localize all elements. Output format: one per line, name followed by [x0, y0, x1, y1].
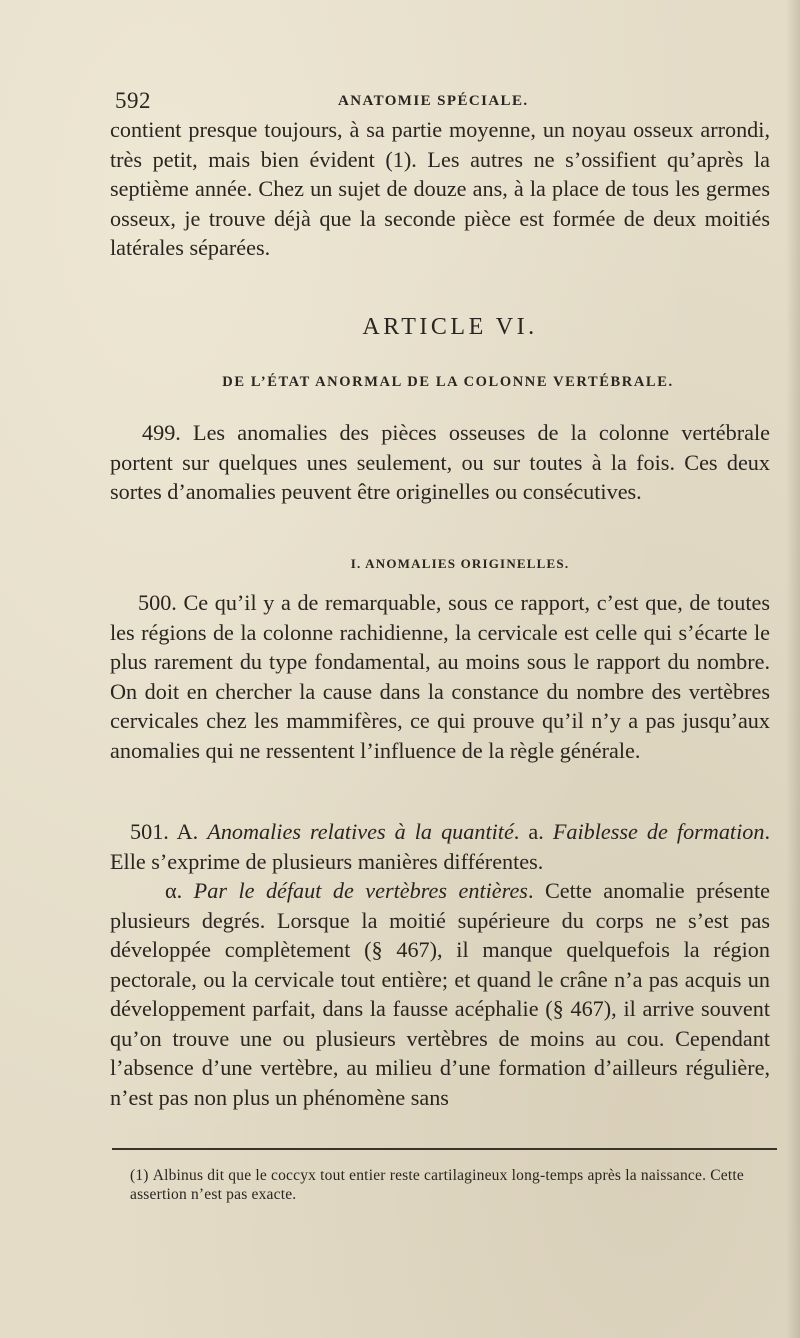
running-head: ANATOMIE SPÉCIALE. [338, 93, 529, 109]
article-heading: ARTICLE VI. [362, 314, 538, 340]
paragraph-501-subtitle: Faiblesse de formation [552, 819, 765, 844]
paragraph-501 [110, 817, 770, 876]
paragraph-alpha-body: . Cette anomalie présente plusieurs degrés. Lorsque la moitié supérieure du corps ne s’est pas développée complètement (§ 467), il manque quelquefois la région pectorale, ou la cervicale tout entière; et quand le crâne n’a pas acquis un développement parfait, dans la fausse acéphalie (§ 467), il arrive souvent qu’on trouve une ou plusieurs vertèbres de moins au cou. Cependant l’absence d’une vertèbre, au milieu d’une formation d’ailleurs régulière, n’est pas non plus un phénomène sans [110, 878, 771, 1110]
page-edge-shadow [786, 0, 800, 1338]
paragraph-501-number: 501. A. [130, 819, 208, 844]
paragraph-501-title: Anomalies relatives à la quantité [207, 819, 514, 844]
page-header [115, 88, 775, 118]
footnote-divider [112, 1148, 777, 1150]
footnote-text: Albinus dit que le coccyx tout entier reste cartilagineux long-temps après la naissance. Cette assertion n’est pas exacte. [130, 1167, 744, 1203]
section-heading: DE L’ÉTAT ANORMAL DE LA COLONNE VERTÉBRALE. [222, 374, 674, 390]
footnote-marker: (1) [130, 1167, 149, 1184]
paragraph-501-body: . Elle s’exprime de plusieurs manières différentes. [110, 819, 770, 874]
footnote [130, 1166, 780, 1204]
paragraph-499: 499. Les anomalies des pièces osseuses de la colonne vertébrale portent sur quelques unes seulement, ou sur toutes à la fois. Ces deux sortes d’anomalies peuvent être originelles ou consécutives. [110, 420, 770, 504]
paragraph-alpha [110, 876, 770, 1112]
subsection-heading: I. ANOMALIES ORIGINELLES. [350, 556, 570, 571]
paragraph-alpha-marker: α. [165, 878, 194, 903]
paragraph-continuation: contient presque toujours, à sa partie moyenne, un noyau osseux arrondi, très petit, mais bien évident (1). Les autres ne s’ossifient qu’après la septième année. Chez un sujet de douze ans, à la place de tous les germes osseux, je trouve déjà que la seconde pièce est formée de deux moitiés latérales séparées. [110, 117, 770, 260]
paragraph-500: 500. Ce qu’il y a de remarquable, sous ce rapport, c’est que, de toutes les régions de la colonne rachidienne, la cervicale est celle qui s’écarte le plus rarement du type fondamental, au moins sous le rapport du nombre. On doit en chercher la cause dans la constance du nombre des vertèbres cervicales chez les mammifères, ce qui prouve qu’il n’y a pas jusqu’aux anomalies qui ne ressentent l’influence de la règle générale. [110, 590, 770, 763]
paragraph-alpha-title: Par le défaut de vertèbres entières [193, 878, 528, 903]
paragraph-501-sep: . a. [513, 819, 553, 844]
page-number: 592 [115, 88, 151, 113]
